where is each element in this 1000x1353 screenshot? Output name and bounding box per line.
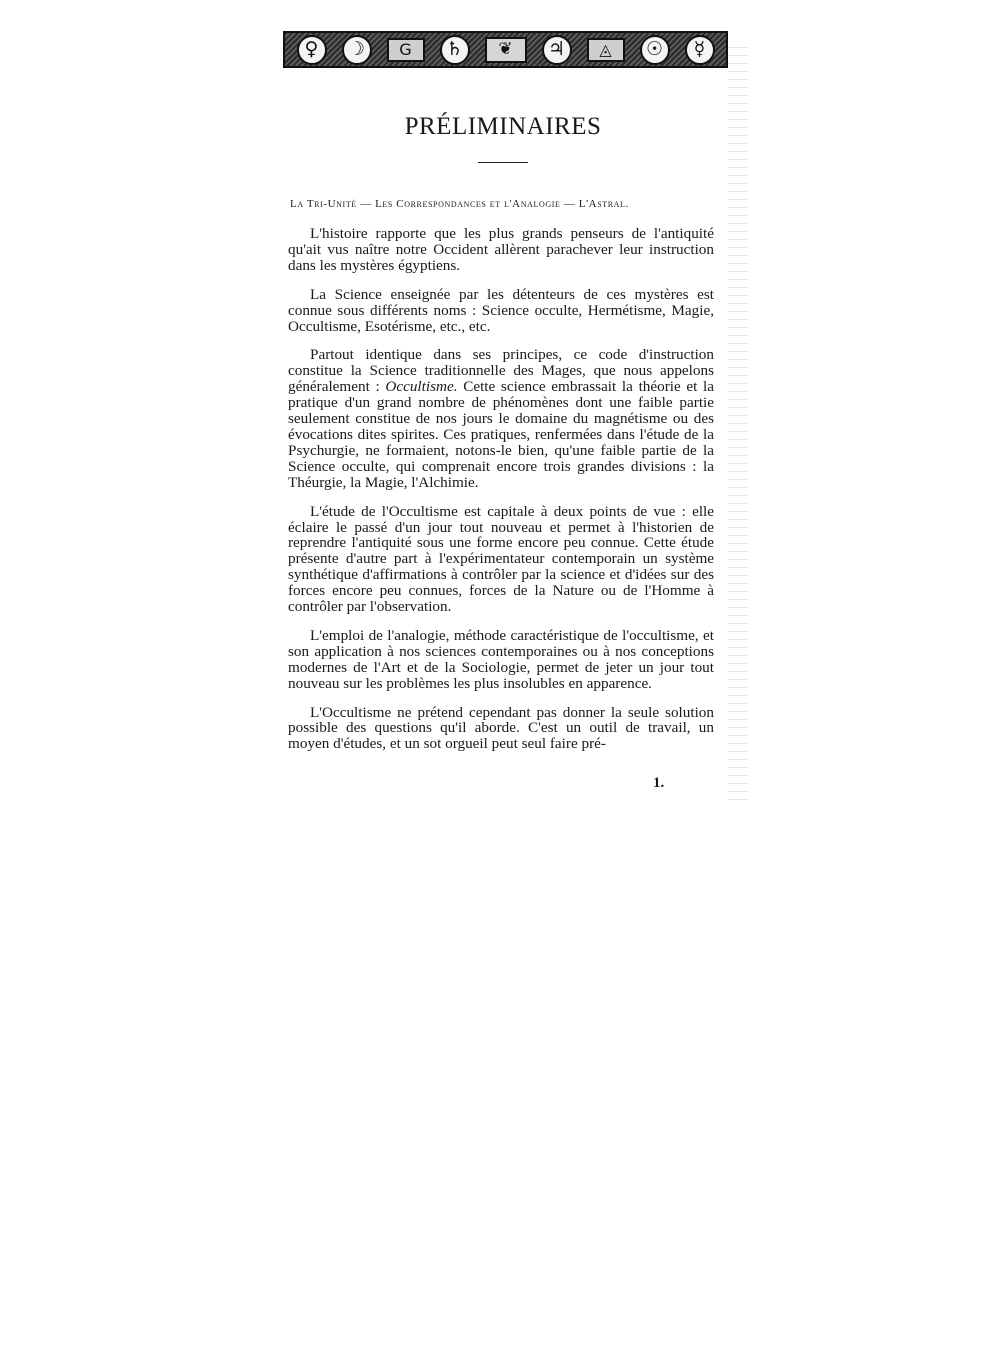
paragraph: La Science enseignée par les détenteurs de ces mystères est connue sous différents noms : Science occulte, Hermétisme, Magie, Occultisme, Esotérisme, etc., etc. — [288, 285, 714, 335]
chapter-title: PRÉLIMINAIRES — [404, 113, 602, 140]
eye-triangle-icon: ◬ — [587, 38, 625, 62]
title-rule — [478, 162, 528, 163]
paragraph: Partout identique dans ses principes, ce code d'instruction constitue la Science traditionnelle des Mages, que nous appelons généralement : Occultisme. Cette science embrassait la théorie et la pratique d'un grand nombre de phénomènes dont une faible partie seulement constitue de nos jours le domaine du magnétisme ou des évocations dites spirites. Ces pratiques, renfermées dans l'étude de la Psychurgie, ne formaient, notons-le bien, qu'une faible partie de la Science occulte, qui comprenait encore trois grandes divisions : la Théurgie, la Magie, l'Alchimie. — [288, 346, 715, 491]
ornamental-header-band — [283, 31, 728, 68]
jupiter-symbol-icon: ♃ — [542, 35, 572, 65]
body-text — [288, 226, 714, 765]
venus-symbol-icon: ♀ — [297, 35, 327, 65]
signature-mark: 1. — [653, 775, 665, 791]
moon-symbol-icon: ☽ — [342, 35, 372, 65]
winged-orb-icon: ❦ — [485, 37, 527, 63]
paragraph: L'emploi de l'analogie, méthode caractéristique de l'occultisme, et son application à nos sciences contemporaines ou à nos conceptions modernes de l'Art et de la Sociologie, permet de jeter un jour tout nouveau sur les problèmes les plus insolubles en apparence. — [288, 626, 714, 692]
chapter-summary: La Tri-Unité — Les Correspondances et l'Analogie — L'Astral. — [290, 198, 629, 210]
triangle-g-symbol-icon: G — [387, 38, 425, 62]
paragraph: L'Occultisme ne prétend cependant pas donner la seule solution possible des questions qu'il aborde. C'est un outil de travail, un moyen d'études, et un sot orgueil peut seul faire pré- — [288, 703, 714, 753]
paragraph: L'histoire rapporte que les plus grands penseurs de l'antiquité qu'ait vus naître notre Occident allèrent parachever leur instruction dans les mystères égyptiens. — [288, 225, 714, 274]
paragraph: L'étude de l'Occultisme est capitale à deux points de vue : elle éclaire le passé d'un jour tout nouveau et permet à l'historien de reprendre l'antiquité sous une forme encore peu connue. Cette étude présente d'autre part à l'expérimentateur contemporain un système synthétique d'affirmations à contrôler par la science et d'idées sur des forces encore peu connues, forces de la Nature ou de l'Homme à contrôler par l'observation. — [288, 502, 714, 616]
saturn-symbol-icon: ♄ — [440, 35, 470, 65]
emphasized-term: Occultisme. — [385, 378, 458, 396]
mercury-symbol-icon: ☿ — [685, 35, 715, 65]
page-edge-shadow — [728, 40, 748, 800]
sun-face-icon: ☉ — [640, 35, 670, 65]
